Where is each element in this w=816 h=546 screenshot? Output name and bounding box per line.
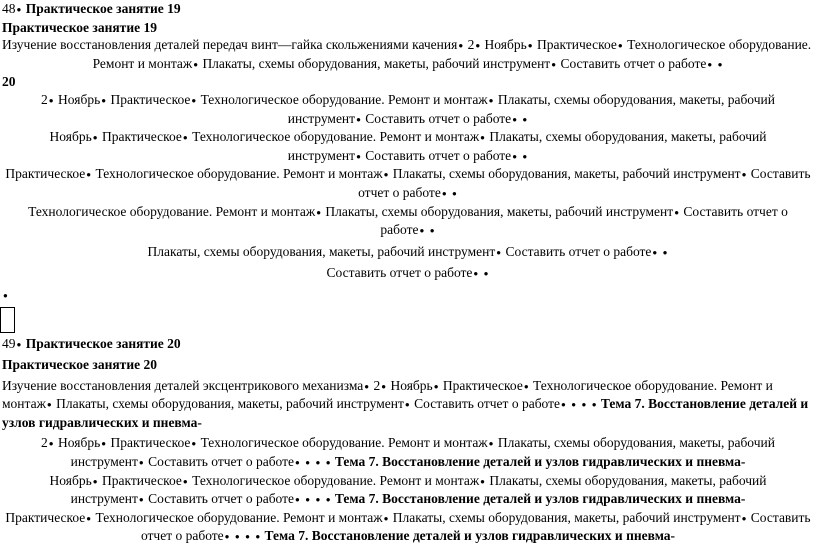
cascade-row-3: Практическое● Технологическое оборудование. Ремонт и монтаж● Плакаты, схемы оборудования, макеты, рабочий инструмент● Составить отчет о работе● ● xyxy=(0,165,816,202)
bullet-icon xyxy=(355,148,362,163)
bullet-icon xyxy=(441,185,448,200)
cascade-row-5: Плакаты, схемы оборудования, макеты, рабочий инструмент● Составить отчет о работе● ● xyxy=(0,243,816,262)
bullet-icon xyxy=(92,473,99,488)
cascade-row-4: Технологическое оборудование. Ремонт и монтаж● Плакаты, схемы оборудования, макеты, рабочий инструмент● Составить отчет о работе● ● xyxy=(0,203,816,240)
cascade-row-20-3: Практическое● Технологическое оборудование. Ремонт и монтаж● Плакаты, схемы оборудования, макеты, рабочий инструмент● Составить отчет о работе● ● ● ● Тема 7. Восстановление деталей и узлов гидравлических и пневма- xyxy=(0,509,816,546)
bullet-icon xyxy=(433,378,440,393)
bullet-icon xyxy=(244,528,251,543)
bullet-icon xyxy=(314,491,321,506)
section-19-description: Изучение восстановления деталей передач винт—гайка скольжениями качения● 2● Ноябрь● Практическое● Технологическое оборудование. Ремонт и монтаж● Плакаты, схемы оборудования, макеты, рабочий инструмент● Составить отчет о работе● ● xyxy=(0,36,816,73)
section-19-hours: 20 xyxy=(2,74,16,90)
bullet-icon xyxy=(46,396,53,411)
bullet-icon xyxy=(315,204,322,219)
bullet-icon xyxy=(580,396,587,411)
bullet-icon xyxy=(717,56,724,71)
bullet-icon xyxy=(314,454,321,469)
bullet-icon xyxy=(182,473,189,488)
bullet-icon xyxy=(138,491,145,506)
cascade-row-20-1: 2● Ноябрь● Практическое● Технологическое оборудование. Ремонт и монтаж● Плакаты, схемы оборудования, макеты, рабочий инструмент● Составить отчет о работе● ● ● ● Тема 7. Восстановление деталей и узлов гидравлических и пневма- xyxy=(0,434,816,471)
cascade-row-6: Составить отчет о работе● ● xyxy=(0,264,816,283)
bullet-icon xyxy=(48,435,55,450)
item-number: 49 xyxy=(2,335,16,351)
section-subheading: Практическое занятие 19 xyxy=(2,19,157,35)
bullet-icon xyxy=(560,396,567,411)
bullet-icon xyxy=(16,336,23,351)
bullet-icon xyxy=(16,1,23,16)
section-heading: Практическое занятие 20 xyxy=(25,335,181,351)
bullet-icon xyxy=(527,37,534,52)
bullet-icon xyxy=(294,491,301,506)
bullet-icon xyxy=(254,528,261,543)
bullet-icon xyxy=(511,111,518,126)
bullet-icon xyxy=(591,396,598,411)
bullet-icon xyxy=(325,491,332,506)
bullet-icon xyxy=(521,111,528,126)
bullet-icon xyxy=(92,129,99,144)
bullet-icon xyxy=(617,37,624,52)
bullet-icon xyxy=(570,396,577,411)
bullet-icon xyxy=(483,265,490,280)
bullet-icon xyxy=(2,287,9,302)
bullet-icon xyxy=(673,204,680,219)
bullet-icon xyxy=(138,454,145,469)
bullet-icon xyxy=(662,244,669,259)
bullet-icon xyxy=(521,148,528,163)
bullet-icon xyxy=(294,454,301,469)
bullet-icon xyxy=(304,491,311,506)
bullet-icon xyxy=(479,473,486,488)
cascade-row-2: Ноябрь● Практическое● Технологическое оборудование. Ремонт и монтаж● Плакаты, схемы оборудования, макеты, рабочий инструмент● Составить отчет о работе● ● xyxy=(0,128,816,165)
bullet-icon xyxy=(404,396,411,411)
bullet-icon xyxy=(451,185,458,200)
section-20-number-line xyxy=(0,335,816,354)
bullet-icon xyxy=(472,265,479,280)
bullet-icon xyxy=(325,454,332,469)
bullet-icon xyxy=(48,92,55,107)
item-number: 48 xyxy=(2,1,16,16)
bullet-icon xyxy=(419,222,426,237)
trailing-bullet xyxy=(0,286,816,305)
section-19-number-line xyxy=(0,0,816,19)
section-subheading: Практическое занятие 20 xyxy=(2,357,157,373)
bullet-icon xyxy=(651,244,658,259)
bullet-icon xyxy=(429,222,436,237)
bullet-icon xyxy=(706,56,713,71)
empty-box xyxy=(0,307,15,333)
bullet-icon xyxy=(234,528,241,543)
bullet-icon xyxy=(182,129,189,144)
section-heading: Практическое занятие 19 xyxy=(25,1,181,16)
bullet-icon xyxy=(479,129,486,144)
bullet-icon xyxy=(355,111,362,126)
bullet-icon xyxy=(224,528,231,543)
cascade-row-20-2: Ноябрь● Практическое● Технологическое оборудование. Ремонт и монтаж● Плакаты, схемы оборудования, макеты, рабочий инструмент● Составить отчет о работе● ● ● ● Тема 7. Восстановление деталей и узлов гидравлических и пневма- xyxy=(0,472,816,509)
bullet-icon xyxy=(511,148,518,163)
section-20-description: Изучение восстановления деталей эксцентрикового механизма● 2● Ноябрь● Практическое● Технологическое оборудование. Ремонт и монтаж● Плакаты, схемы оборудования, макеты, рабочий инструмент● Составить отчет о работе● ● ● ● Тема 7. Восстановление деталей и узлов гидравлических и пневма- xyxy=(0,377,816,432)
bullet-icon xyxy=(304,454,311,469)
bullet-icon xyxy=(523,378,530,393)
cascade-row-1: 2● Ноябрь● Практическое● Технологическое оборудование. Ремонт и монтаж● Плакаты, схемы оборудования, макеты, рабочий инструмент● Составить отчет о работе● ● xyxy=(0,91,816,128)
